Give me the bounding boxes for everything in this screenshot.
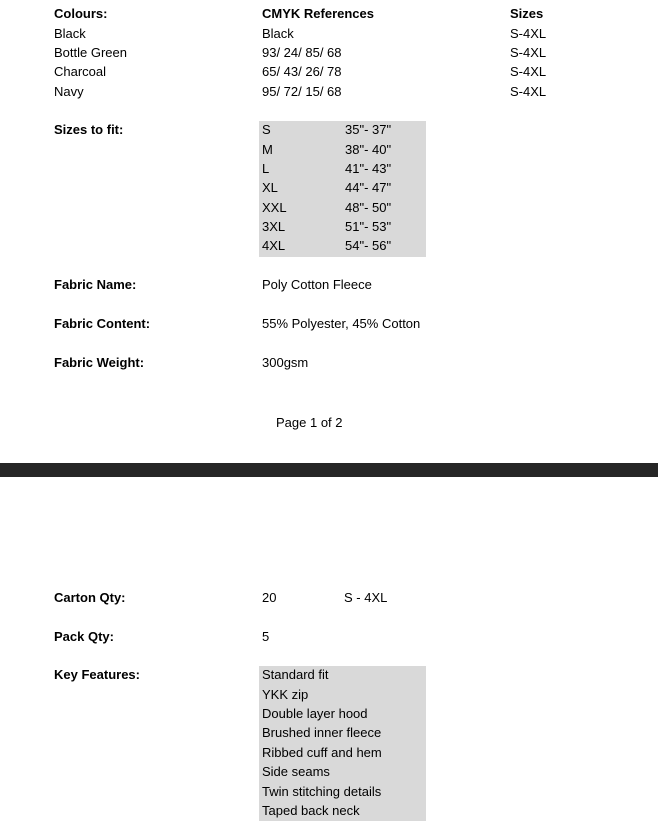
sizes-header: Sizes bbox=[510, 6, 544, 21]
fabric-name-label: Fabric Name: bbox=[54, 277, 137, 292]
chest-range: 44"- 47" bbox=[345, 180, 392, 195]
size-code: 3XL bbox=[262, 219, 286, 234]
key-features-label: Key Features: bbox=[54, 667, 140, 682]
size-code: XXL bbox=[262, 200, 287, 215]
carton-size-range: S - 4XL bbox=[344, 590, 388, 605]
cmyk-value: 65/ 43/ 26/ 78 bbox=[262, 64, 342, 79]
colour-sizes: S-4XL bbox=[510, 45, 547, 60]
feature-item: Double layer hood bbox=[262, 706, 368, 721]
sizes-to-fit-label: Sizes to fit: bbox=[54, 122, 124, 137]
fabric-content-label: Fabric Content: bbox=[54, 316, 151, 331]
colour-name: Black bbox=[54, 26, 86, 41]
pack-qty-label: Pack Qty: bbox=[54, 629, 114, 644]
chest-range: 38"- 40" bbox=[345, 142, 392, 157]
size-code: XL bbox=[262, 180, 278, 195]
chest-range: 54"- 56" bbox=[345, 238, 392, 253]
fabric-weight-label: Fabric Weight: bbox=[54, 355, 145, 370]
colour-name: Charcoal bbox=[54, 64, 107, 79]
cmyk-header: CMYK References bbox=[262, 6, 374, 21]
feature-item: Standard fit bbox=[262, 667, 329, 682]
colour-sizes: S-4XL bbox=[510, 26, 547, 41]
fabric-name-value: Poly Cotton Fleece bbox=[262, 277, 372, 292]
size-code: 4XL bbox=[262, 238, 286, 253]
fabric-content-value: 55% Polyester, 45% Cotton bbox=[262, 316, 421, 331]
cmyk-value: 93/ 24/ 85/ 68 bbox=[262, 45, 342, 60]
colour-sizes: S-4XL bbox=[510, 84, 547, 99]
chest-range: 35"- 37" bbox=[345, 122, 392, 137]
carton-qty-label: Carton Qty: bbox=[54, 590, 126, 605]
feature-item: Twin stitching details bbox=[262, 784, 382, 799]
colour-name: Navy bbox=[54, 84, 84, 99]
pack-qty-value: 5 bbox=[262, 629, 270, 644]
page-separator bbox=[0, 463, 658, 477]
colour-sizes: S-4XL bbox=[510, 64, 547, 79]
chest-range: 41"- 43" bbox=[345, 161, 392, 176]
cmyk-value: Black bbox=[262, 26, 294, 41]
chest-range: 51"- 53" bbox=[345, 219, 392, 234]
chest-range: 48"- 50" bbox=[345, 200, 392, 215]
colour-name: Bottle Green bbox=[54, 45, 127, 60]
cmyk-value: 95/ 72/ 15/ 68 bbox=[262, 84, 342, 99]
size-code: L bbox=[262, 161, 270, 176]
feature-item: YKK zip bbox=[262, 687, 309, 702]
size-code: S bbox=[262, 122, 271, 137]
size-code: M bbox=[262, 142, 273, 157]
page-number: Page 1 of 2 bbox=[276, 415, 343, 430]
feature-item: Side seams bbox=[262, 764, 330, 779]
size-chart-shade bbox=[259, 121, 426, 257]
carton-qty-value: 20 bbox=[262, 590, 277, 605]
feature-item: Ribbed cuff and hem bbox=[262, 745, 382, 760]
fabric-weight-value: 300gsm bbox=[262, 355, 309, 370]
colours-header: Colours: bbox=[54, 6, 108, 21]
feature-item: Taped back neck bbox=[262, 803, 360, 818]
feature-item: Brushed inner fleece bbox=[262, 725, 382, 740]
